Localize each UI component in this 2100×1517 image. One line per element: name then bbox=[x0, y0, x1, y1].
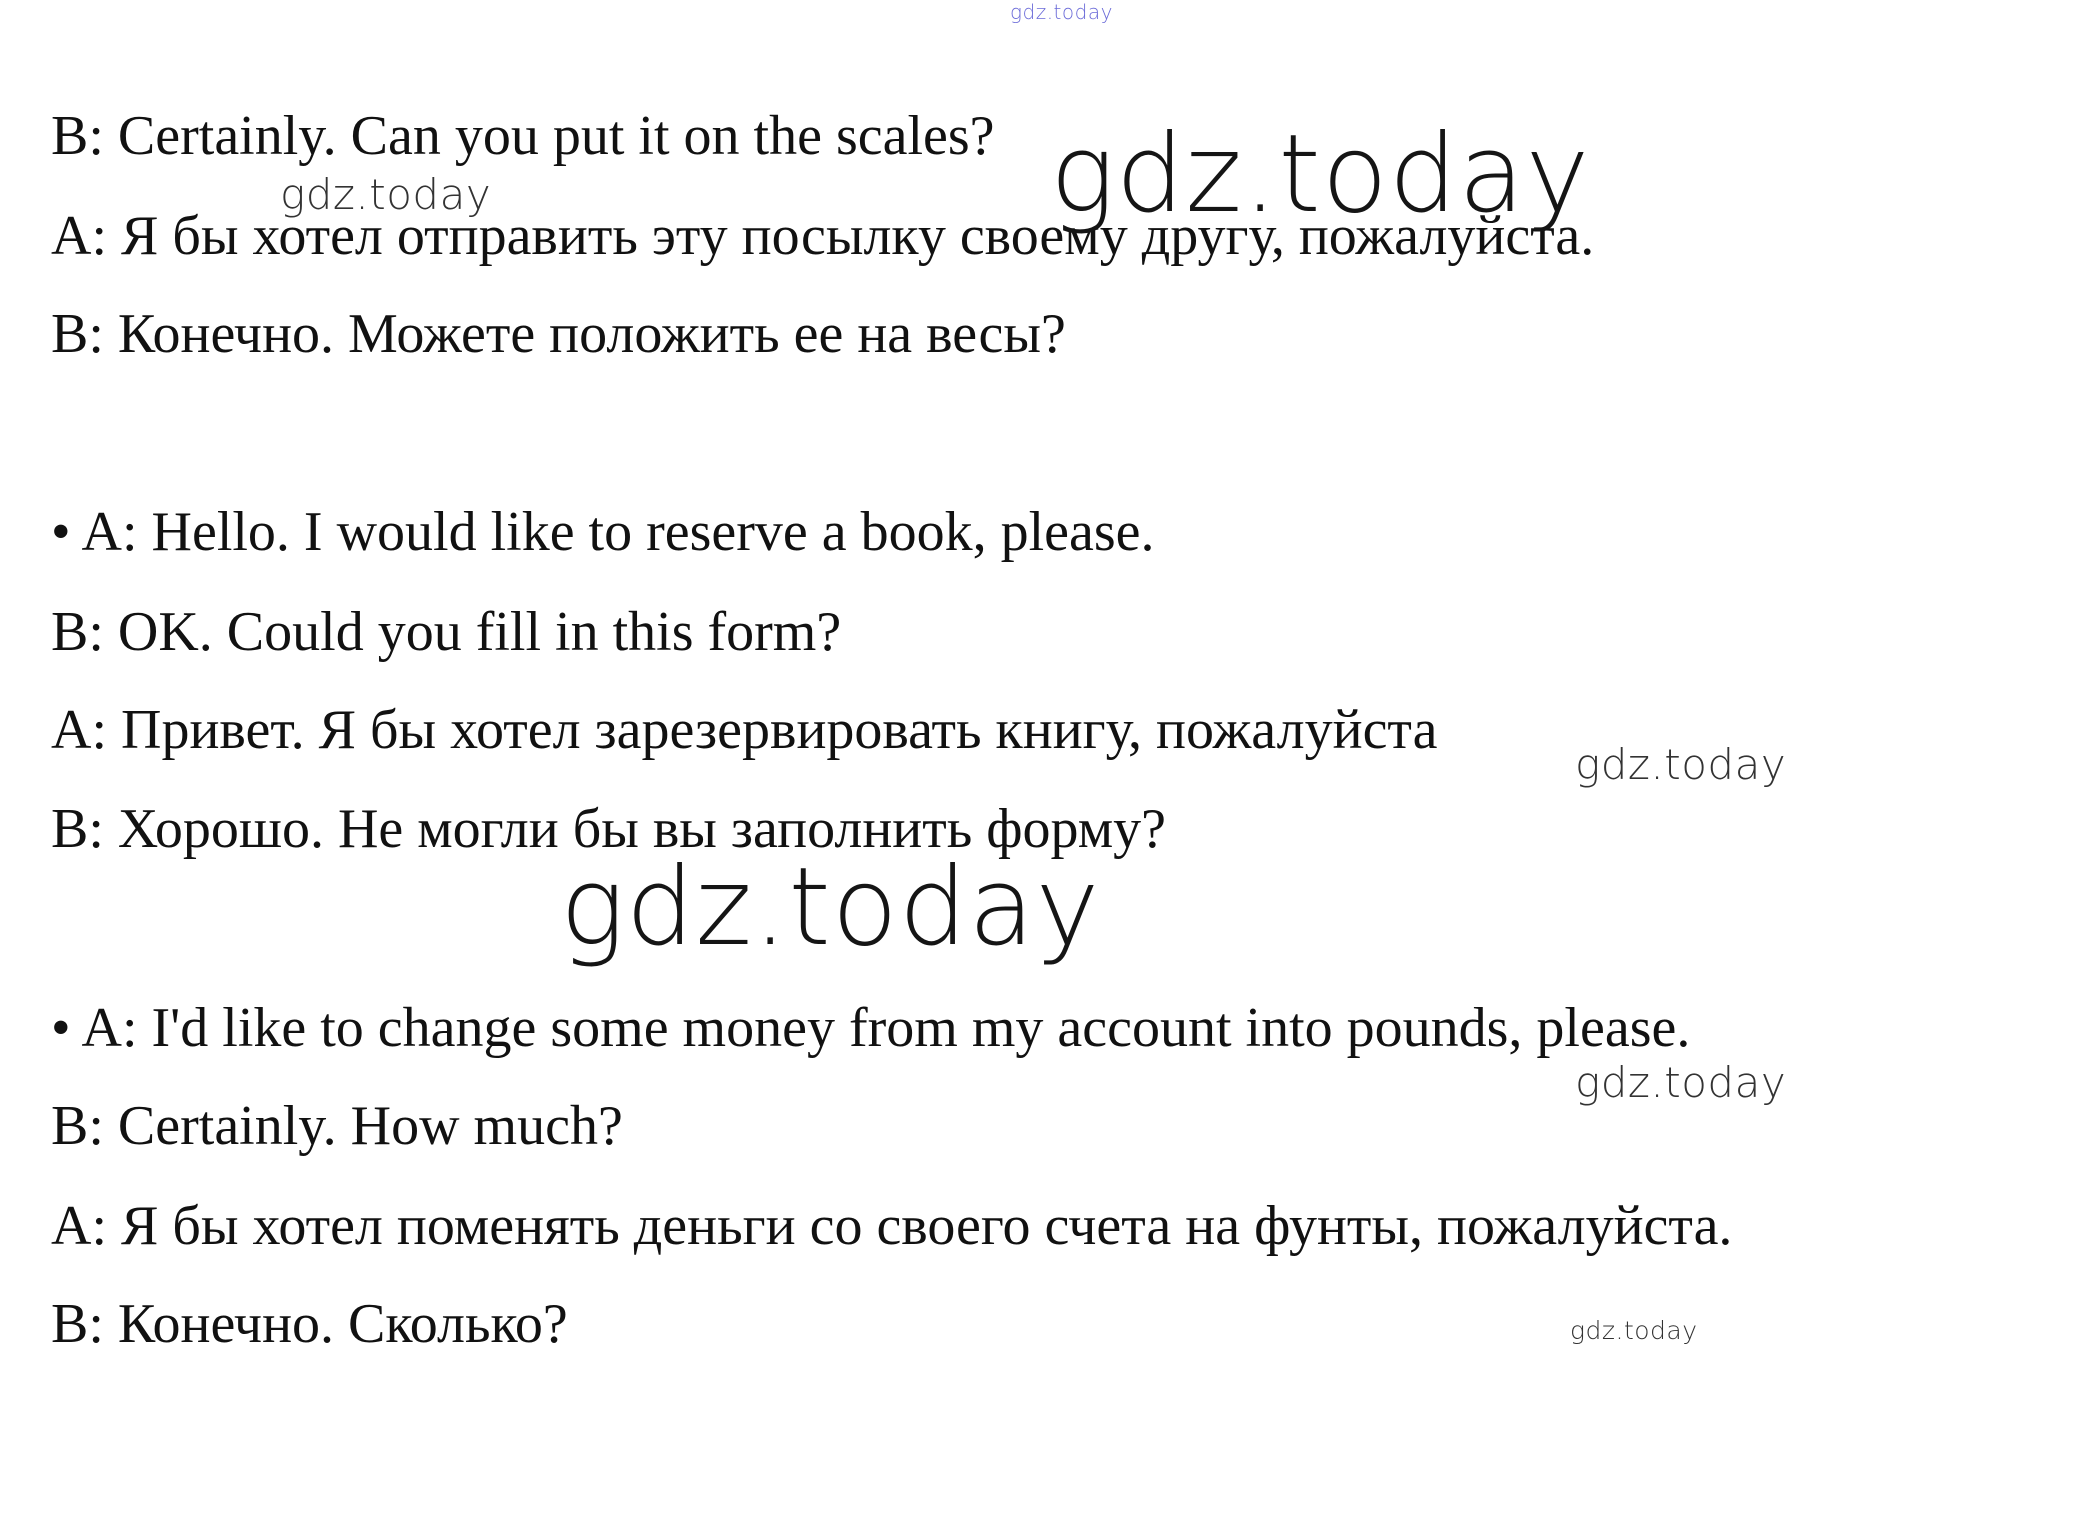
dialogue-3-line-4: B: Конечно. Сколько? bbox=[51, 1293, 568, 1355]
dialogue-1-line-1: B: Certainly. Can you put it on the scales? bbox=[51, 105, 995, 167]
watermark-large-1: gdz.today bbox=[1050, 112, 1591, 237]
dialogue-3-line-2: B: Certainly. How much? bbox=[51, 1095, 623, 1157]
dialogue-2-line-2: B: OK. Could you fill in this form? bbox=[51, 601, 842, 663]
dialogue-3-line-3: A: Я бы хотел поменять деньги со своего счета на фунты, пожалуйста. bbox=[51, 1195, 1733, 1257]
dialogue-2-line-1: • A: Hello. I would like to reserve a book, please. bbox=[51, 501, 1155, 563]
watermark-medium-2: gdz.today bbox=[1575, 740, 1787, 789]
watermark-medium-1: gdz.today bbox=[280, 170, 492, 219]
watermark-large-2: gdz.today bbox=[560, 845, 1101, 970]
dialogue-3-line-1: • A: I'd like to change some money from my account into pounds, please. bbox=[51, 997, 1691, 1059]
dialogue-2-line-3: A: Привет. Я бы хотел зарезервировать книгу, пожалуйста bbox=[51, 699, 1438, 761]
watermark-small-bottom: gdz.today bbox=[1570, 1316, 1698, 1345]
dialogue-2-line-4: B: Хорошо. Не могли бы вы заполнить форму? bbox=[51, 798, 1166, 860]
watermark-top: gdz.today bbox=[1010, 0, 1113, 24]
dialogue-1-line-3: B: Конечно. Можете положить ее на весы? bbox=[51, 303, 1066, 365]
dialogue-1-line-2: A: Я бы хотел отправить эту посылку своему другу, пожалуйста. bbox=[51, 205, 1595, 267]
watermark-medium-3: gdz.today bbox=[1575, 1058, 1787, 1107]
